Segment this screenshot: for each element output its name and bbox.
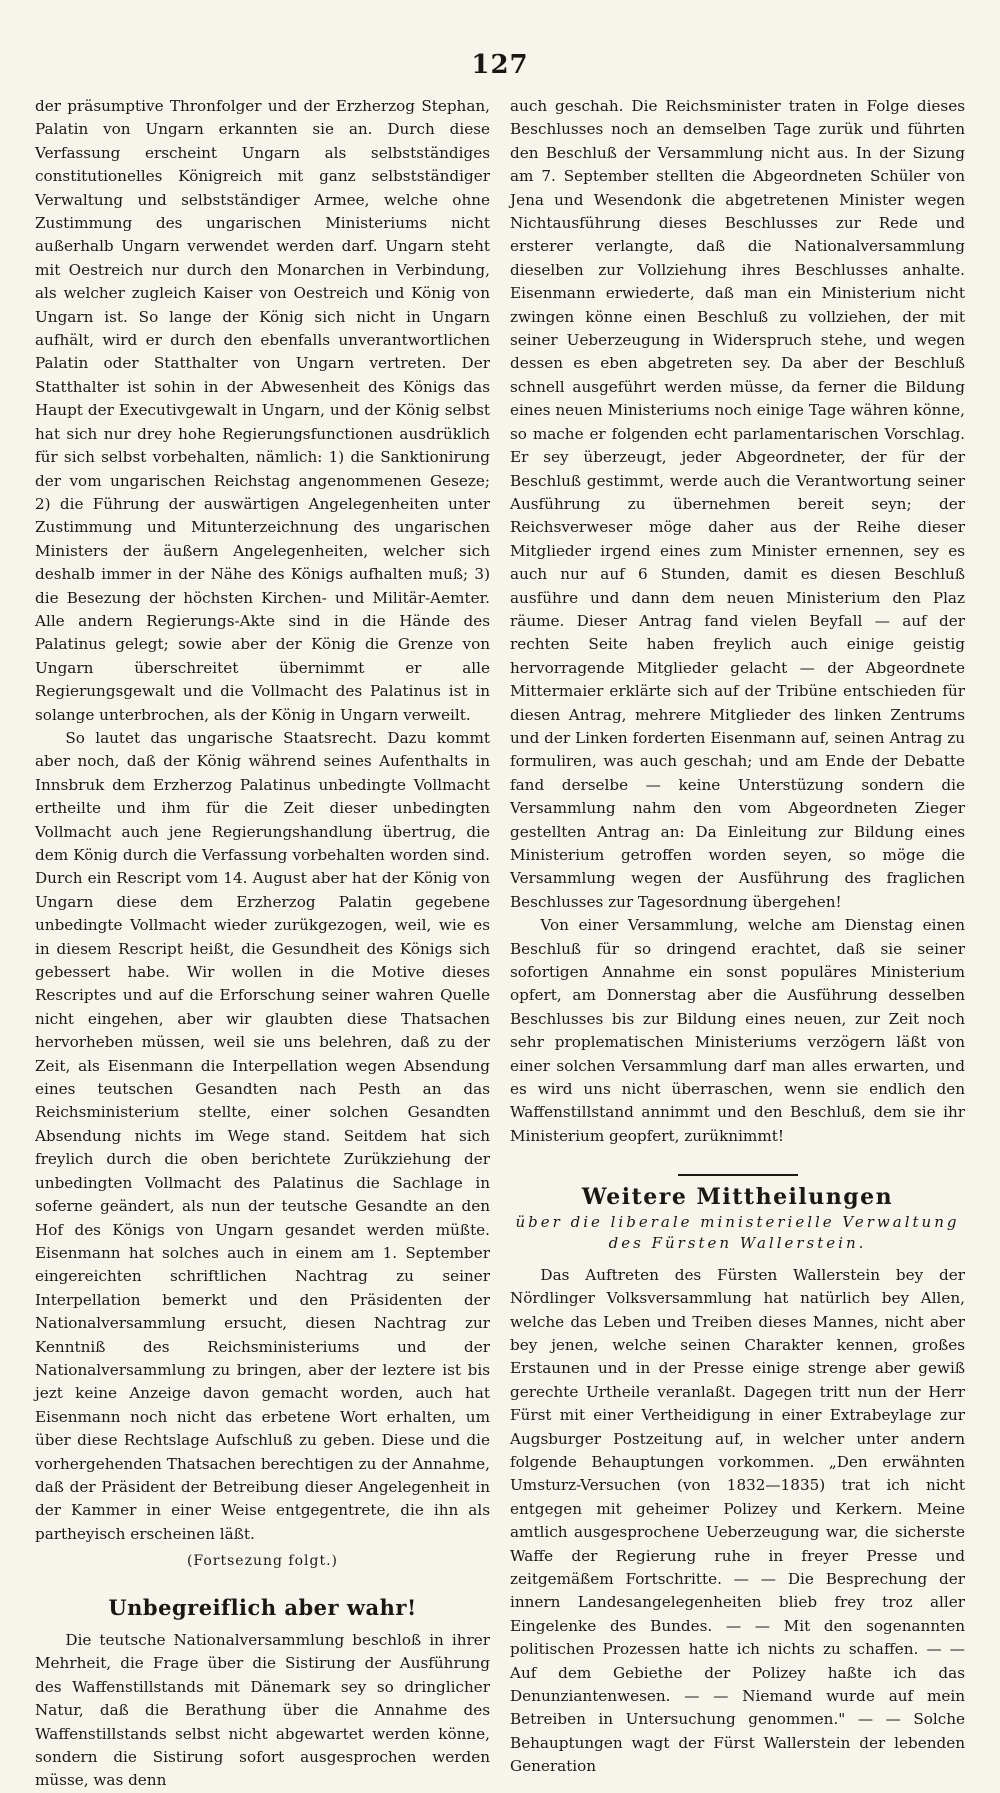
page-number: 127 [471, 50, 529, 80]
right-paragraph-1: auch geschah. Die Reichsminister traten in Folge dieses Beschlusses noch an demselben Tage zurük und führten den Beschluß der Versammlung nicht aus. In der Sizung am 7. September stellten die Abgeordneten Schüler von Jena und Wesendonk die abgetretenen Minister wegen Nichtausführung dieses Beschlusses zur Rede und ersterer verlangte, daß die Nationalversammlung dieselben zur Vollziehung ihres Beschlusses anhalte. Eisenmann erwiederte, daß man ein Ministerium nicht zwingen könne einen Beschluß zu vollziehen, der mit seiner Ueberzeugung in Widerspruch stehe, und wegen dessen es eben abgetreten sey. Da aber der Beschluß schnell ausgeführt werden müsse, da ferner die Bildung eines neuen Ministeriums noch einige Tage währen könne, so mache er folgenden echt parlamentarischen Vorschlag. Er sey überzeugt, jeder Abgeordneter, der für der Beschluß gestimmt, werde auch die Verantwortung seiner Ausführung zu übernehmen bereit seyn; der Reichsverweser möge daher aus der Reihe dieser Mitglieder irgend eines zum Minister ernennen, sey es auch nur auf 6 Stunden, damit es diesen Beschluß ausführe und dann dem neuen Ministerium den Plaz räume. Dieser Antrag fand vielen Beyfall — auf der rechten Seite haben freylich auch einige geistig hervorragende Mitglieder gelacht — der Abgeordnete Mittermaier erklärte sich auf der Tribüne entschieden für diesen Antrag, mehrere Mitglieder des linken Zentrums und der Linken forderten Eisenmann auf, seinen Antrag zu formuliren, was auch geschah; und am Ende der Debatte fand derselbe — keine Unterstüzung sondern die Versammlung nahm den vom Abgeordneten Zieger gestellten Antrag an: Da Einleitung zur Bildung eines Ministerium getroffen worden seyen, so möge die Versammlung wegen der Ausführung des fraglichen Beschlusses zur Tagesordnung übergehen! [510, 97, 965, 911]
left-column [35, 95, 490, 1793]
continued-note: (Fortsezung folgt.) [186, 1553, 339, 1570]
right-column [510, 95, 965, 1779]
right-paragraph-3: Das Auftreten des Fürsten Wallerstein bey der Nördlinger Volksversammlung hat natürlich bey Allen, welche das Leben und Treiben dieses Mannes, nicht aber bey jenen, welche seinen Charakter kennen, großes Erstaunen und in der Presse einige strenge aber gewiß gerechte Urtheile veranlaßt. Dagegen tritt nun der Herr Fürst mit einer Vertheidigung in einer Extrabeylage zur Augsburger Postzeitung auf, in welcher unter andern folgende Behauptungen vorkommen. „Den erwähnten Umsturz-Versuchen (von 1832—1835) trat ich nicht entgegen mit geheimer Polizey und Kerkern. Meine amtlich ausgesprochene Ueberzeugung war, die sicherste Waffe der Regierung ruhe in freyer Presse und zeitgemäßem Fortschritte. — — Die Besprechung der innern Landesangelegenheiten blieb frey troz aller Eingelenke des Bundes. — — Mit den sogenannten politischen Prozessen hatte ich nichts zu schaffen. — — Auf dem Gebiethe der Polizey haßte ich das Denunziantenwesen. — — Niemand wurde auf mein Betreiben in Untersuchung genommen." — — Solche Behauptungen wagt der Fürst Wallerstein der lebenden Generation [510, 1265, 965, 1776]
article-title-weitere-mittheilungen: Weitere Mittheilungen [581, 1184, 894, 1211]
right-paragraph-2: Von einer Versammlung, welche am Dienstag einen Beschluß für so dringend erachtet, daß sie seiner sofortigen Annahme ein sonst populäres Ministerium opfert, am Donnerstag aber die Ausführung desselben Beschlusses bis zur Bildung eines neuen, zur Zeit noch sehr proplematischen Ministeriums verzögern läßt von einer solchen Versammlung darf man alles erwarten, und es wird uns nicht überraschen, wenn sie endlich den Waffenstillstand annimmt und den Beschluß, dem sie ihr Ministerium geopfert, zurüknimmt! [510, 916, 965, 1145]
article-title-unbegreiflich: Unbegreiflich aber wahr! [108, 1594, 417, 1620]
left-paragraph-1: der präsumptive Thronfolger und der Erzherzog Stephan, Palatin von Ungarn erkannten sie an. Durch diese Verfassung erscheint Ungarn als selbstständiges constitutionelles Königreich mit ganz selbstständiger Verwaltung und selbstständiger Armee, welche ohne Zustimmung des ungarischen Ministeriums nicht außerhalb Ungarn verwendet werden darf. Ungarn steht mit Oestreich nur durch den Monarchen in Verbindung, als welcher zugleich Kaiser von Oestreich und König von Ungarn ist. So lange der König sich nicht in Ungarn aufhält, wird er durch den ebenfalls unverantwortlichen Palatin oder Statthalter von Ungarn vertreten. Der Statthalter ist sohin in der Abwesenheit des Königs das Haupt der Executivgewalt in Ungarn, und der König selbst hat sich nur drey hohe Regierungsfunctionen ausdrüklich für sich selbst vorbehalten, nämlich: 1) die Sanktionirung der vom ungarischen Reichstag angenommenen Geseze; 2) die Führung der auswärtigen Angelegenheiten unter Zustimmung und Mitunterzeichnung des ungarischen Ministers der äußern Angelegenheiten, welcher sich deshalb immer in der Nähe des Königs aufhalten muß; 3) die Besezung der höchsten Kirchen- und Militär-Aemter. Alle andern Regierungs-Akte sind in die Hände des Palatinus gelegt; sowie aber der König die Grenze von Ungarn überschreitet übernimmt er alle Regierungsgewalt und die Vollmacht des Palatinus ist in solange unterbrochen, als der König in Ungarn verweilt. [35, 97, 490, 724]
left-paragraph-2: So lautet das ungarische Staatsrecht. Dazu kommt aber noch, daß der König während seines Aufenthalts in Innsbruk dem Erzherzog Palatinus unbedingte Vollmacht ertheilte und ihm für die Zeit dieser unbedingten Vollmacht auch jene Regierungshandlung übertrug, die dem König durch die Verfassung vorbehalten worden sind. Durch ein Rescript vom 14. August aber hat der König von Ungarn diese dem Erzherzog Palatin gegebene unbedingte Vollmacht wieder zurükgezogen, weil, wie es in diesem Rescript heißt, die Gesundheit des Königs sich gebessert habe. Wir wollen in die Motive dieses Rescriptes und auf die Erforschung seiner wahren Quelle nicht eingehen, aber wir glaubten diese Thatsachen hervorheben müssen, weil sie uns belehren, daß zu der Zeit, als Eisenmann die Interpellation wegen Absendung eines teutschen Gesandten nach Pesth an das Reichsministerium stellte, einer solchen Gesandten Absendung nichts im Wege stand. Seitdem hat sich freylich durch die oben berichtete Zurükziehung der unbedingten Vollmacht des Palatinus die Sachlage in soferne geändert, als nun der teutsche Gesandte an den Hof des Königs von Ungarn gesandet werden müßte. Eisenmann hat solches auch in einem am 1. September eingereichten schriftlichen Nachtrag zu seiner Interpellation bemerkt und den Präsidenten der Nationalversammlung ersucht, diesen Nachtrag zur Kenntniß des Reichsministeriums und der Nationalversammlung zu bringen, aber der leztere ist bis jezt keine Anzeige davon gemacht worden, auch hat Eisenmann noch nicht das erbetene Wort erhalten, um über diese Rechtslage Aufschluß zu geben. Diese und die vorhergehenden Thatsachen berechtigen zu der Annahme, daß der Präsident der Betreibung dieser Angelegenheit in der Kammer in einer Weise entgegentrete, die ihn als partheyisch erscheinen läßt. [35, 728, 490, 1543]
left-paragraph-3: Die teutsche Nationalversammlung beschloß in ihrer Mehrheit, die Frage über die Sistirung der Ausführung des Waffenstillstands mit Dänemark sey so dringlicher Natur, daß die Berathung über die Annahme des Waffenstillstands selbst nicht abgewartet werden könne, sondern die Sistirung sofort ausgesprochen werden müsse, was denn [35, 1631, 490, 1790]
article-subtitle: über die liberale ministerielle Verwaltung des Fürsten Wallerstein. [515, 1212, 960, 1252]
section-divider [678, 1174, 798, 1176]
